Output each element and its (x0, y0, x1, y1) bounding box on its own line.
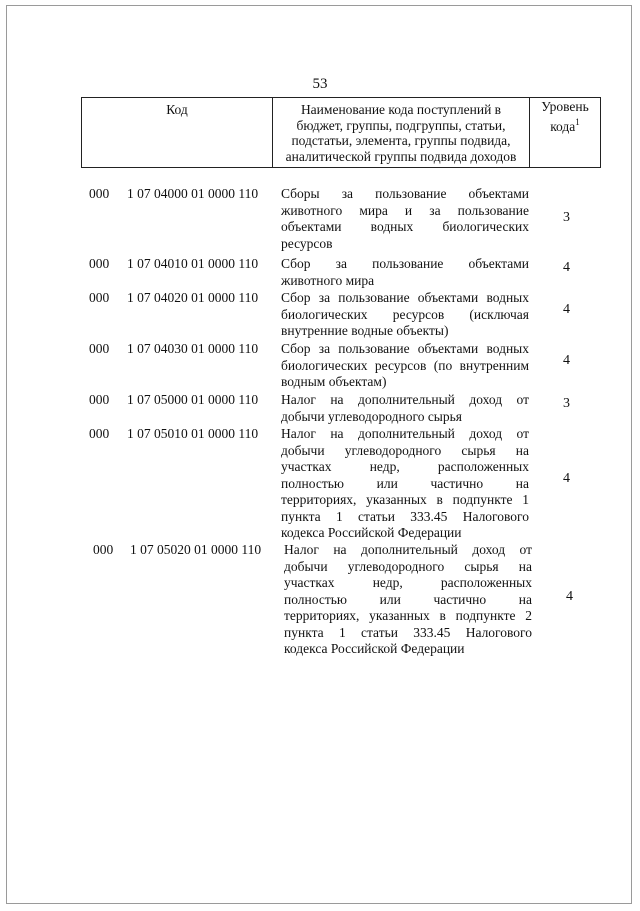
name-line: биологических ресурсов (по внутренним (281, 357, 529, 373)
code-level: 4 (566, 589, 573, 604)
name-line: участках недр, расположенных (284, 575, 532, 590)
name-line: полностью или частично на (281, 475, 529, 491)
name-line: добычи углеводородного сырья (281, 408, 462, 424)
name-line: внутренние водные объекты) (281, 323, 449, 338)
page-number: 53 (312, 76, 328, 92)
header-name-line: бюджет, группы, подгруппы, статьи, (296, 117, 506, 133)
code-level: 4 (563, 471, 570, 486)
revenue-name (281, 256, 529, 289)
admin-code: 000 (89, 341, 110, 356)
code-level: 4 (563, 302, 570, 317)
footnote-marker: 1 (575, 116, 580, 127)
name-line: кодекса Российской Федерации (281, 525, 462, 540)
code-level: 3 (563, 396, 570, 411)
name-line: Сбор за пользование объектами водных (281, 341, 529, 356)
header-level-line1: Уровень (541, 99, 589, 114)
header-level-text: кода (550, 118, 576, 134)
name-line: добычи углеводородного сырья на (281, 442, 529, 458)
revenue-code: 1 07 05010 01 0000 110 (127, 426, 259, 441)
admin-code: 000 (93, 542, 114, 557)
name-line: территориях, указанных в подпункте 1 (281, 492, 529, 507)
revenue-name (281, 290, 529, 340)
header-name-line: подстатьи, элемента, группы подвида, (291, 133, 511, 148)
code-level: 4 (563, 353, 570, 368)
name-line: животного мира (281, 272, 375, 288)
revenue-name (281, 341, 529, 391)
admin-code: 000 (89, 290, 110, 305)
name-line: Сбор за пользование объектами (281, 256, 529, 271)
header-name-line: аналитической группы подвида доходов (285, 148, 517, 164)
revenue-name (281, 426, 529, 542)
revenue-name (281, 392, 529, 425)
name-line: полностью или частично на (284, 591, 532, 607)
name-line: Налог на дополнительный доход от (284, 542, 532, 557)
admin-code: 000 (89, 392, 110, 407)
name-line: территориях, указанных в подпункте 2 (284, 608, 532, 623)
revenue-code: 1 07 04030 01 0000 110 (127, 341, 259, 356)
name-line: ресурсов (281, 235, 333, 251)
name-line: участках недр, расположенных (281, 459, 529, 474)
name-line: кодекса Российской Федерации (284, 641, 465, 656)
name-line: Сбор за пользование объектами водных (281, 290, 529, 305)
header-name (273, 98, 530, 167)
name-line: водным объектам) (281, 374, 387, 389)
name-line: Сборы за пользование объектами (281, 186, 529, 201)
name-line: Налог на дополнительный доход от (281, 426, 529, 441)
revenue-code: 1 07 05000 01 0000 110 (127, 392, 259, 407)
name-line: пункта 1 статьи 333.45 Налогового (281, 508, 529, 524)
code-level: 4 (563, 260, 570, 275)
revenue-name (284, 542, 532, 658)
header-level-line2 (530, 115, 600, 135)
header-name-line: Наименование кода поступлений в (300, 102, 502, 117)
admin-code: 000 (89, 256, 110, 271)
revenue-code: 1 07 05020 01 0000 110 (130, 542, 262, 557)
table-header (81, 97, 601, 168)
header-code: Код (82, 98, 273, 167)
admin-code: 000 (89, 186, 110, 201)
name-line: пункта 1 статьи 333.45 Налогового (284, 624, 532, 640)
name-line: биологических ресурсов (исключая (281, 306, 529, 322)
revenue-code: 1 07 04020 01 0000 110 (127, 290, 259, 305)
name-line: добычи углеводородного сырья на (284, 558, 532, 574)
revenue-code: 1 07 04010 01 0000 110 (127, 256, 259, 271)
header-level (530, 98, 600, 167)
name-line: объектами водных биологических (281, 219, 529, 234)
revenue-name (281, 186, 529, 252)
code-level: 3 (563, 210, 570, 225)
name-line: Налог на дополнительный доход от (281, 392, 529, 407)
admin-code: 000 (89, 426, 110, 441)
name-line: животного мира и за пользование (281, 202, 529, 218)
revenue-code: 1 07 04000 01 0000 110 (127, 186, 259, 201)
